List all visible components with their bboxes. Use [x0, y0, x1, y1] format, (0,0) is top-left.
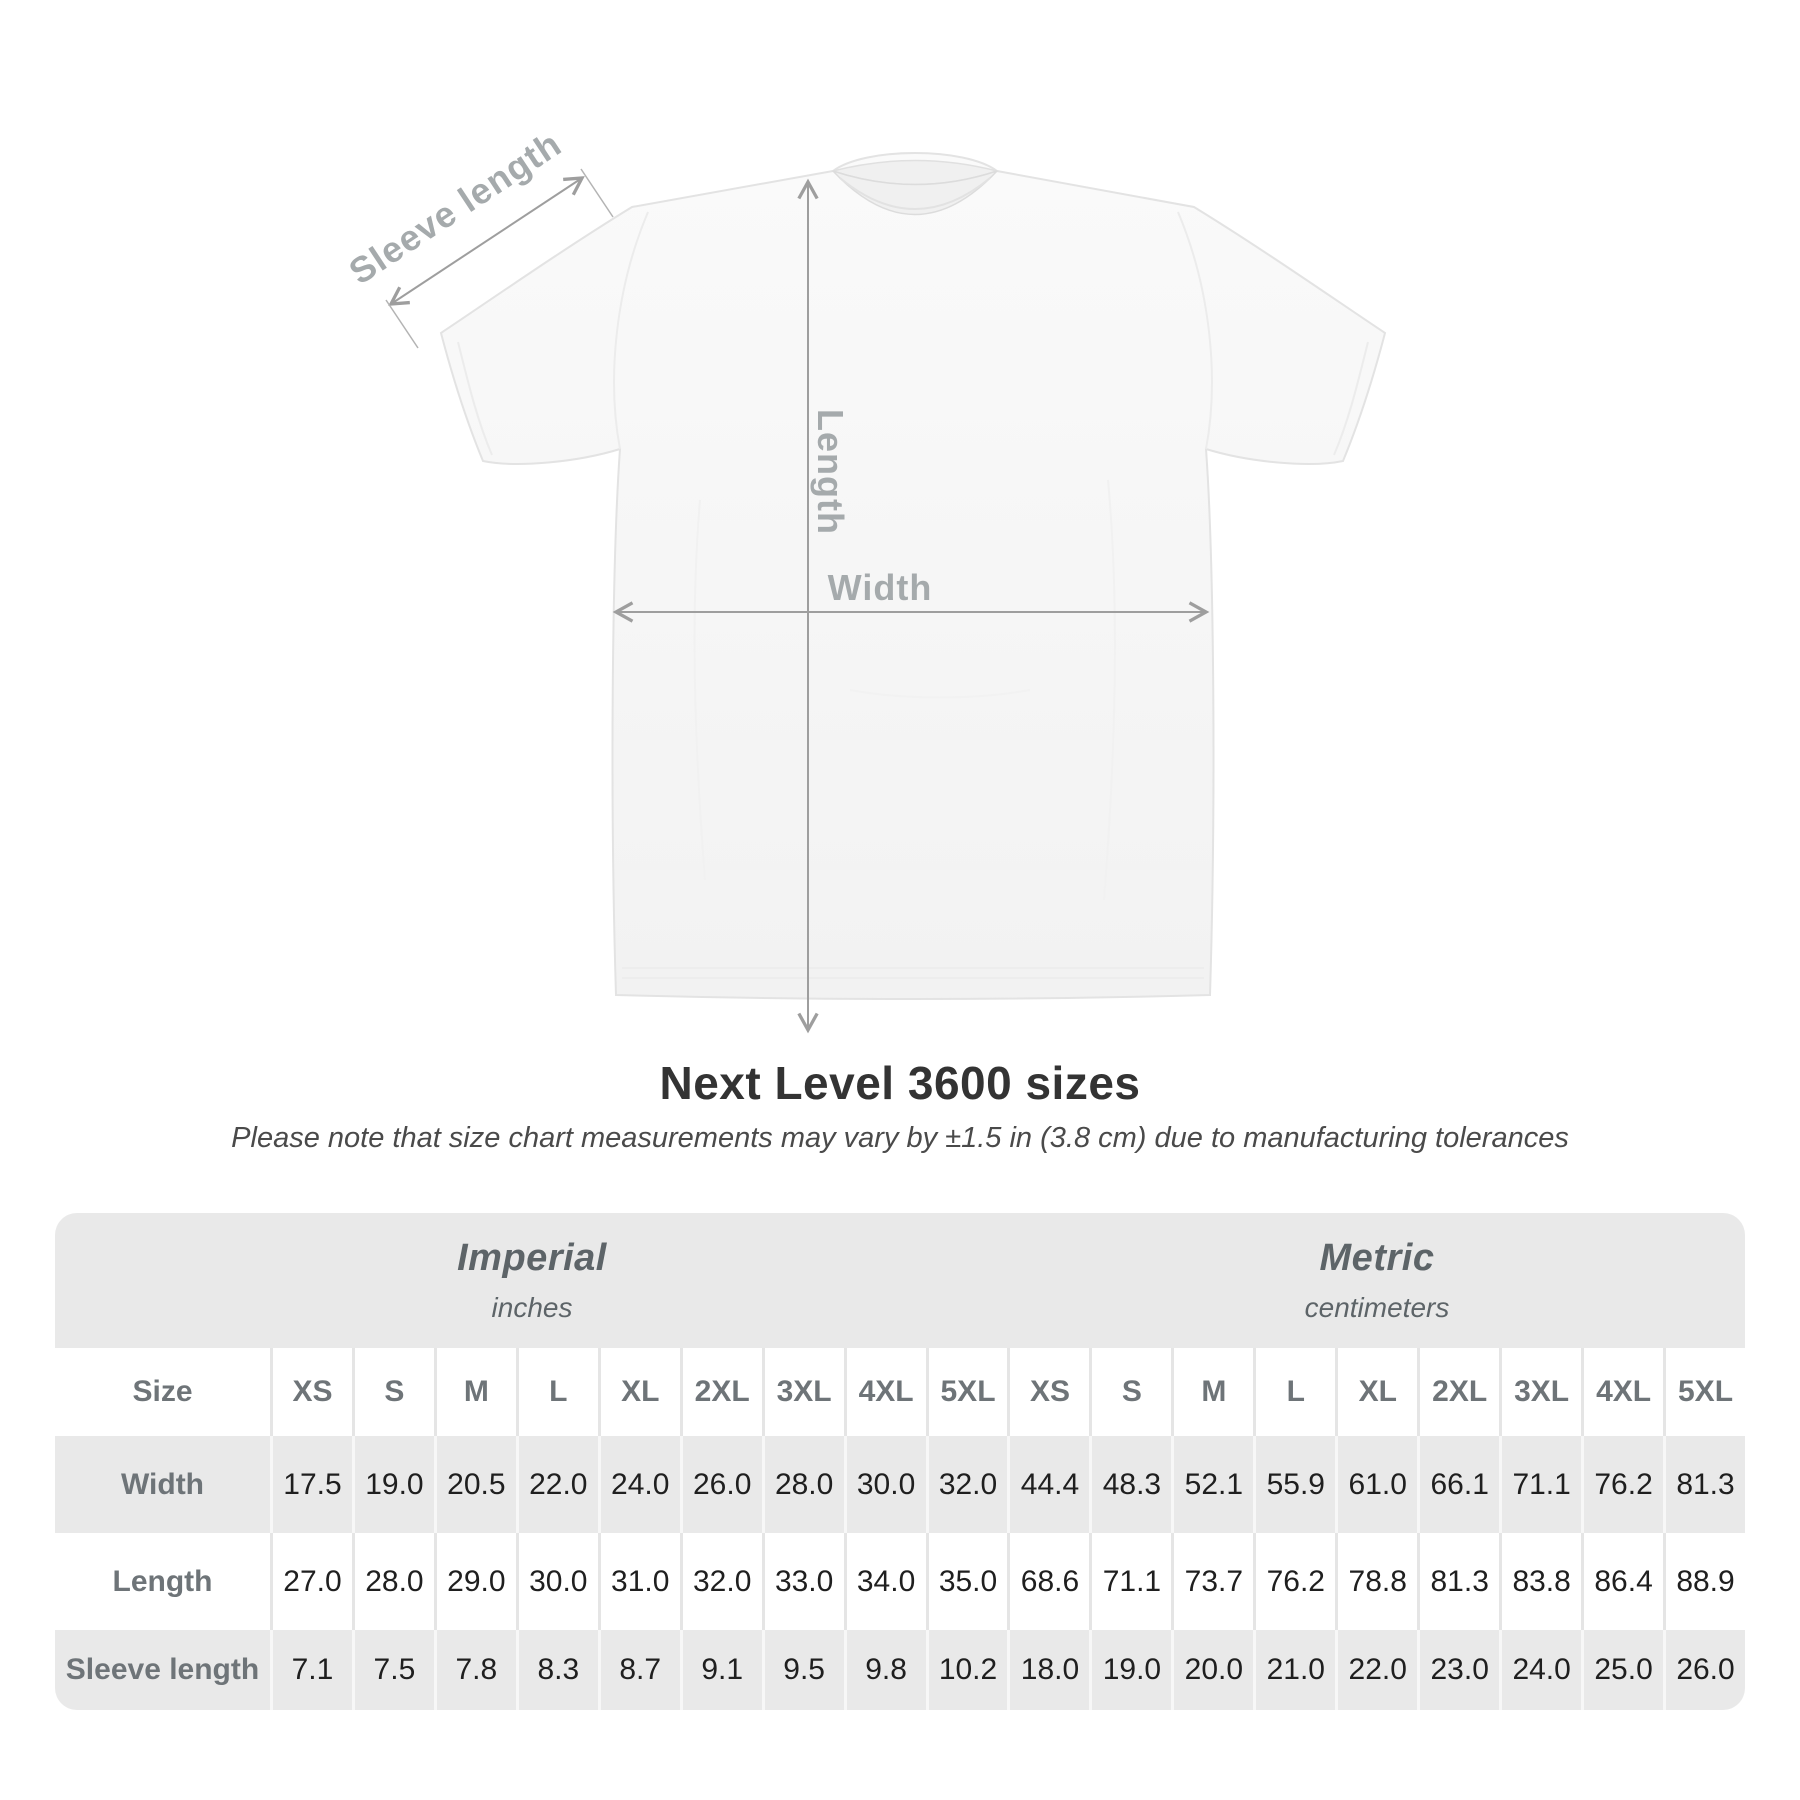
- measure-row-2: [55, 1630, 1745, 1710]
- size-column-header: 5XL: [926, 1348, 1008, 1436]
- measurement-value: 8.3: [516, 1630, 598, 1710]
- sleeve-arrow-end-tick: [581, 169, 613, 217]
- measurement-value: 73.7: [1171, 1533, 1253, 1630]
- measurement-value: 23.0: [1417, 1630, 1499, 1710]
- measurement-value: 88.9: [1663, 1533, 1745, 1630]
- page-subtitle: Please note that size chart measurements may vary by ±1.5 in (3.8 cm) due to manufacturing tolerances: [231, 1122, 1569, 1154]
- measure-row-label: Width: [120, 1467, 205, 1501]
- unit-header-row: [55, 1213, 1745, 1348]
- measurement-value: 27.0: [270, 1533, 352, 1630]
- size-column-header: Size: [132, 1375, 193, 1408]
- size-column-header: XL: [598, 1348, 680, 1436]
- size-column-header: 3XL: [1499, 1348, 1581, 1436]
- width-label: Width: [827, 567, 933, 608]
- measurement-value: 28.0: [352, 1533, 434, 1630]
- measurement-value: 30.0: [516, 1533, 598, 1630]
- measurement-value: 83.8: [1499, 1533, 1581, 1630]
- measure-row-1: [55, 1533, 1745, 1630]
- imperial-header-sublabel: inches: [491, 1292, 573, 1323]
- size-column-header: L: [516, 1348, 598, 1436]
- measure-row-label: Length: [112, 1564, 213, 1598]
- measurement-value: 71.1: [1499, 1436, 1581, 1533]
- measurement-value: 52.1: [1171, 1436, 1253, 1533]
- measurement-value: 7.5: [352, 1630, 434, 1710]
- measurement-value: 31.0: [598, 1533, 680, 1630]
- size-column-header: 4XL: [844, 1348, 926, 1436]
- size-column-header: XL: [1335, 1348, 1417, 1436]
- measurement-value: 81.3: [1417, 1533, 1499, 1630]
- measurement-value: 44.4: [1007, 1436, 1089, 1533]
- size-column-header: 5XL: [1663, 1348, 1745, 1436]
- measurement-value: 30.0: [844, 1436, 926, 1533]
- measurement-value: 9.8: [844, 1630, 926, 1710]
- imperial-header-label: Imperial: [457, 1237, 607, 1279]
- size-column-header: S: [1089, 1348, 1171, 1436]
- length-label: Length: [810, 409, 851, 535]
- measurement-value: 20.5: [434, 1436, 516, 1533]
- measurement-value: 35.0: [926, 1533, 1008, 1630]
- size-column-header: 3XL: [762, 1348, 844, 1436]
- size-column-header: L: [1253, 1348, 1335, 1436]
- measurement-value: 61.0: [1335, 1436, 1417, 1533]
- measurement-value: 18.0: [1007, 1630, 1089, 1710]
- measurement-value: 24.0: [598, 1436, 680, 1533]
- size-table: [55, 1213, 1745, 1710]
- measurement-value: 7.8: [434, 1630, 516, 1710]
- size-column-header: M: [1171, 1348, 1253, 1436]
- metric-header-label: Metric: [1319, 1237, 1435, 1279]
- measurement-value: 86.4: [1581, 1533, 1663, 1630]
- measurement-value: 71.1: [1089, 1533, 1171, 1630]
- measure-row-0: [55, 1436, 1745, 1533]
- size-column-header: M: [434, 1348, 516, 1436]
- measurement-value: 32.0: [926, 1436, 1008, 1533]
- size-column-header: XS: [270, 1348, 352, 1436]
- measurement-value: 7.1: [270, 1630, 352, 1710]
- size-column-header: S: [352, 1348, 434, 1436]
- measure-row-label: Sleeve length: [65, 1653, 260, 1686]
- measurement-value: 20.0: [1171, 1630, 1253, 1710]
- measurement-value: 25.0: [1581, 1630, 1663, 1710]
- size-column-header: 2XL: [680, 1348, 762, 1436]
- measurement-value: 76.2: [1253, 1533, 1335, 1630]
- measurement-value: 19.0: [352, 1436, 434, 1533]
- measurement-value: 22.0: [1335, 1630, 1417, 1710]
- measurement-value: 17.5: [270, 1436, 352, 1533]
- size-header-row: [55, 1348, 1745, 1436]
- size-column-header: 2XL: [1417, 1348, 1499, 1436]
- measurement-value: 68.6: [1007, 1533, 1089, 1630]
- measurement-value: 55.9: [1253, 1436, 1335, 1533]
- size-column-header: XS: [1007, 1348, 1089, 1436]
- measurement-value: 26.0: [1663, 1630, 1745, 1710]
- measurement-value: 21.0: [1253, 1630, 1335, 1710]
- measurement-value: 24.0: [1499, 1630, 1581, 1710]
- measurement-value: 9.5: [762, 1630, 844, 1710]
- sleeve-length-label: Sleeve length: [341, 122, 569, 293]
- measurement-value: 48.3: [1089, 1436, 1171, 1533]
- measurement-value: 76.2: [1581, 1436, 1663, 1533]
- measurement-value: 78.8: [1335, 1533, 1417, 1630]
- measurement-value: 33.0: [762, 1533, 844, 1630]
- metric-header-group: [1009, 1213, 1745, 1348]
- measurement-value: 9.1: [680, 1630, 762, 1710]
- measurement-value: 28.0: [762, 1436, 844, 1533]
- measurement-value: 29.0: [434, 1533, 516, 1630]
- imperial-header-group: [55, 1213, 1009, 1348]
- measurement-value: 19.0: [1089, 1630, 1171, 1710]
- measurement-value: 66.1: [1417, 1436, 1499, 1533]
- measurement-value: 22.0: [516, 1436, 598, 1533]
- measurement-value: 81.3: [1663, 1436, 1745, 1533]
- sleeve-arrow-end-tick: [386, 300, 418, 348]
- size-column-header: 4XL: [1581, 1348, 1663, 1436]
- measurement-value: 32.0: [680, 1533, 762, 1630]
- measurement-value: 26.0: [680, 1436, 762, 1533]
- page-title: Next Level 3600 sizes: [659, 1057, 1141, 1109]
- measurement-value: 34.0: [844, 1533, 926, 1630]
- measurement-value: 10.2: [926, 1630, 1008, 1710]
- measurement-value: 8.7: [598, 1630, 680, 1710]
- metric-header-sublabel: centimeters: [1304, 1292, 1450, 1323]
